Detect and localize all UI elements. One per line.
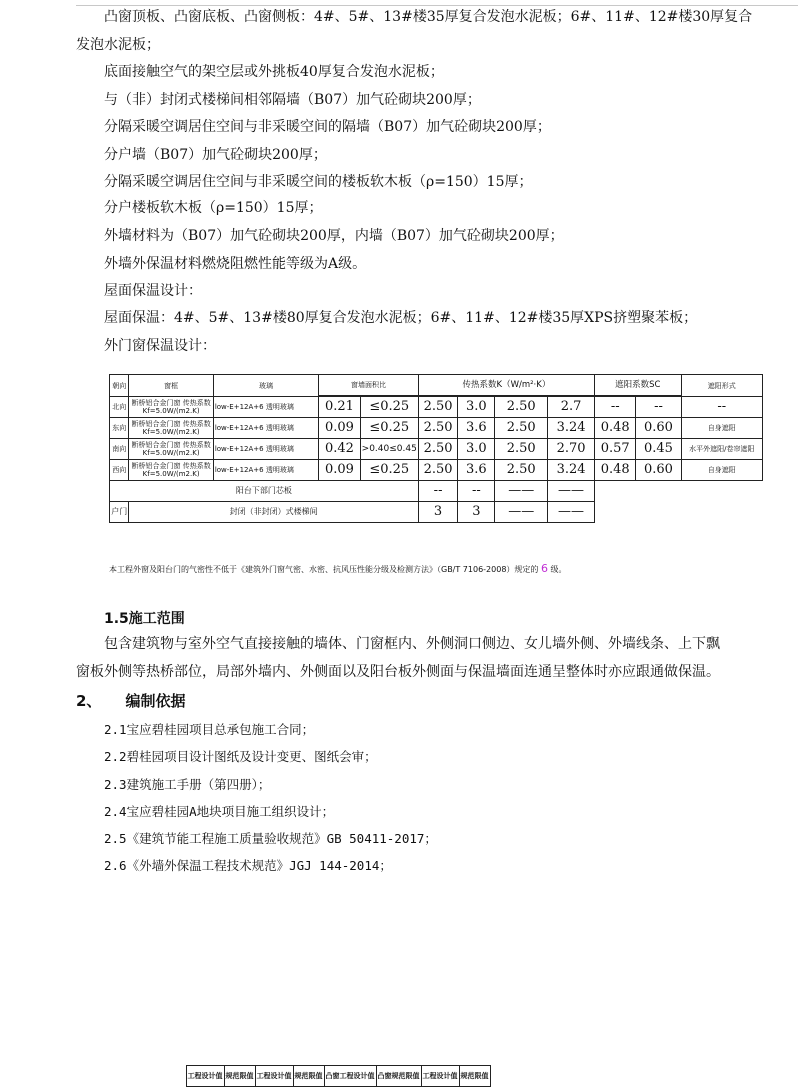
header-glass: 玻璃 [213, 375, 318, 397]
section-title: 编制依据 [125, 692, 186, 710]
cell-wwr-limit: >0.40≤0.45 [360, 439, 418, 460]
cell-shade: 自身遮阳 [681, 460, 762, 481]
cell-door-label: 户门 [110, 502, 129, 523]
table-row [110, 460, 763, 481]
cell-k-limit: 3.6 [458, 460, 495, 481]
cell-balcony-label: 阳台下部门芯板 [110, 481, 419, 502]
cell-door-bay: —— [495, 502, 548, 523]
paragraph: 外墙外保温材料燃烧阻燃性能等级为A级。 [104, 256, 367, 272]
header-eng-design: 工程设计值 [186, 1065, 224, 1086]
paragraph: 分隔采暖空调居住空间与非采暖空间的隔墙（B07）加气砼砌块200厚； [104, 119, 551, 135]
header-limit: 规范限值 [293, 1065, 324, 1086]
cell-wwr: 0.09 [319, 460, 360, 481]
header-eng-design: 工程设计值 [421, 1065, 459, 1086]
cell-door-k: 3 [418, 502, 457, 523]
cell-sc-limit: 0.60 [636, 460, 681, 481]
cell-k: 2.50 [418, 460, 457, 481]
cell-balcony-bay-limit: —— [548, 481, 595, 502]
cell-wwr-limit: ≤0.25 [360, 397, 418, 418]
cell-glass: low-E+12A+6 透明玻璃 [213, 418, 318, 439]
table-row [110, 418, 763, 439]
cell-dir: 北向 [110, 397, 129, 418]
cell-bay-limit: 3.24 [548, 418, 595, 439]
header-k: 传热系数K（W/m²·K） [418, 375, 594, 396]
cell-wwr-limit: ≤0.25 [360, 418, 418, 439]
cell-k: 2.50 [418, 439, 457, 460]
paragraph: 与（非）封闭式楼梯间相邻隔墙（B07）加气砼砌块200厚； [104, 92, 481, 108]
cell-k-limit: 3.6 [458, 418, 495, 439]
paragraph: 屋面保温：4#、5#、13#楼80厚复合发泡水泥板；6#、11#、12#楼35厚XPS挤塑聚苯板； [104, 310, 698, 326]
cell-sc: 0.57 [595, 439, 636, 460]
cell-wwr: 0.21 [319, 397, 360, 418]
list-item: 2.1宝应碧桂园项目总承包施工合同； [104, 722, 315, 737]
cell-balcony-k-limit: -- [458, 481, 495, 502]
paragraph: 外墙材料为（B07）加气砼砌块200厚，内墙（B07）加气砼砌块200厚； [104, 228, 564, 244]
header-limit: 规范限值 [459, 1065, 490, 1086]
list-item: 2.4宝应碧桂园A地块项目施工组织设计； [104, 804, 335, 819]
cell-balcony-k: -- [418, 481, 457, 502]
cell-sc: 0.48 [595, 418, 636, 439]
cell-bay-limit: 2.70 [548, 439, 595, 460]
cell-sc-limit: 0.60 [636, 418, 681, 439]
header-frame: 窗框 [129, 375, 213, 397]
paragraph: 包含建筑物与室外空气直接接触的墙体、门窗框内、外侧洞口侧边、女儿墙外侧、外墙线条、上下飘 [104, 636, 720, 652]
note-suffix: 级。 [550, 565, 567, 574]
table-note [109, 562, 567, 575]
cell-door-bay-limit: —— [548, 502, 595, 523]
cell-k: 2.50 [418, 418, 457, 439]
paragraph: 分户楼板软木板（ρ=150）15厚； [104, 200, 323, 216]
cell-frame: 断桥铝合金门窗 传热系数 Kf=5.0W/(m2.K) [129, 397, 213, 418]
paragraph: 外门窗保温设计： [104, 338, 216, 354]
table-row [110, 397, 763, 418]
header-bay-eng: 凸窗工程设计值 [324, 1065, 376, 1086]
cell-k-limit: 3.0 [458, 397, 495, 418]
section-heading-2 [76, 690, 185, 711]
header-wwr: 窗墙面积比 [319, 375, 419, 396]
empty-cell [595, 481, 763, 523]
header-limit: 规范限值 [224, 1065, 255, 1086]
cell-sc: 0.48 [595, 460, 636, 481]
cell-door-k-limit: 3 [458, 502, 495, 523]
cell-wwr: 0.42 [319, 439, 360, 460]
cell-door-desc: 封闭（非封闭）式楼梯间 [129, 502, 418, 523]
cell-k: 2.50 [418, 397, 457, 418]
cell-balcony-bay: —— [495, 481, 548, 502]
list-item: 2.5《建筑节能工程施工质量验收规范》GB 50411-2017； [104, 831, 437, 846]
cell-bay: 2.50 [495, 418, 548, 439]
cell-shade: 水平外遮阳/卷帘遮阳 [681, 439, 762, 460]
list-item: 2.2碧桂园项目设计图纸及设计变更、图纸会审； [104, 749, 377, 764]
cell-shade: 自身遮阳 [681, 418, 762, 439]
header-eng-design: 工程设计值 [255, 1065, 293, 1086]
header-shading: 遮阳形式 [681, 375, 762, 397]
paragraph: 分隔采暖空调居住空间与非采暖空间的楼板软木板（ρ=150）15厚； [104, 174, 533, 190]
cell-glass: low-E+12A+6 透明玻璃 [213, 460, 318, 481]
paragraph: 凸窗顶板、凸窗底板、凸窗侧板：4#、5#、13#楼35厚复合发泡水泥板；6#、11#、12#楼30厚复合 [104, 9, 753, 25]
header-bay-limit: 凸窗规范限值 [376, 1065, 421, 1086]
cell-sc-limit: -- [636, 397, 681, 418]
note-level: 6 [540, 562, 548, 575]
header-orientation: 朝向 [110, 375, 129, 397]
cell-bay-limit: 3.24 [548, 460, 595, 481]
cell-sc-limit: 0.45 [636, 439, 681, 460]
cell-wwr-limit: ≤0.25 [360, 460, 418, 481]
cell-frame: 断桥铝合金门窗 传热系数 Kf=5.0W/(m2.K) [129, 418, 213, 439]
cell-dir: 南向 [110, 439, 129, 460]
paragraph: 屋面保温设计： [104, 283, 202, 299]
cell-bay: 2.50 [495, 397, 548, 418]
cell-wwr: 0.09 [319, 418, 360, 439]
paragraph: 分户墙（B07）加气砼砌块200厚； [104, 147, 327, 163]
table-row-balcony [110, 481, 763, 502]
cell-dir: 东向 [110, 418, 129, 439]
table-row [110, 439, 763, 460]
cell-dir: 西向 [110, 460, 129, 481]
header-sc: 遮阳系数SC [595, 375, 682, 396]
cell-bay-limit: 2.7 [548, 397, 595, 418]
cell-shade: -- [681, 397, 762, 418]
note-text: 本工程外窗及阳台门的气密性不低于《建筑外门窗气密、水密、抗风压性能分级及检测方法》（GB/T 7106-2008）规定的 [109, 565, 539, 574]
cell-glass: low-E+12A+6 透明玻璃 [213, 397, 318, 418]
list-item: 2.3建筑施工手册（第四册）； [104, 777, 271, 792]
paragraph: 底面接触空气的架空层或外挑板40厚复合发泡水泥板； [104, 64, 444, 80]
paragraph: 窗板外侧等热桥部位，局部外墙内、外侧面以及阳台板外侧面与保温墙面连通呈整体时亦应跟通做保温。 [76, 664, 720, 680]
page-header-line [76, 0, 798, 6]
list-item: 2.6《外墙外保温工程技术规范》JGJ 144-2014； [104, 858, 392, 873]
cell-frame: 断桥铝合金门窗 传热系数 Kf=5.0W/(m2.K) [129, 460, 213, 481]
paragraph: 发泡水泥板； [76, 37, 160, 53]
section-number: 2、 [76, 692, 102, 710]
cell-bay: 2.50 [495, 460, 548, 481]
cell-frame: 断桥铝合金门窗 传热系数 Kf=5.0W/(m2.K) [129, 439, 213, 460]
section-heading-1-5: 1.5施工范围 [104, 611, 185, 627]
cell-bay: 2.50 [495, 439, 548, 460]
cell-k-limit: 3.0 [458, 439, 495, 460]
cell-glass: low-E+12A+6 透明玻璃 [213, 439, 318, 460]
cell-sc: -- [595, 397, 636, 418]
